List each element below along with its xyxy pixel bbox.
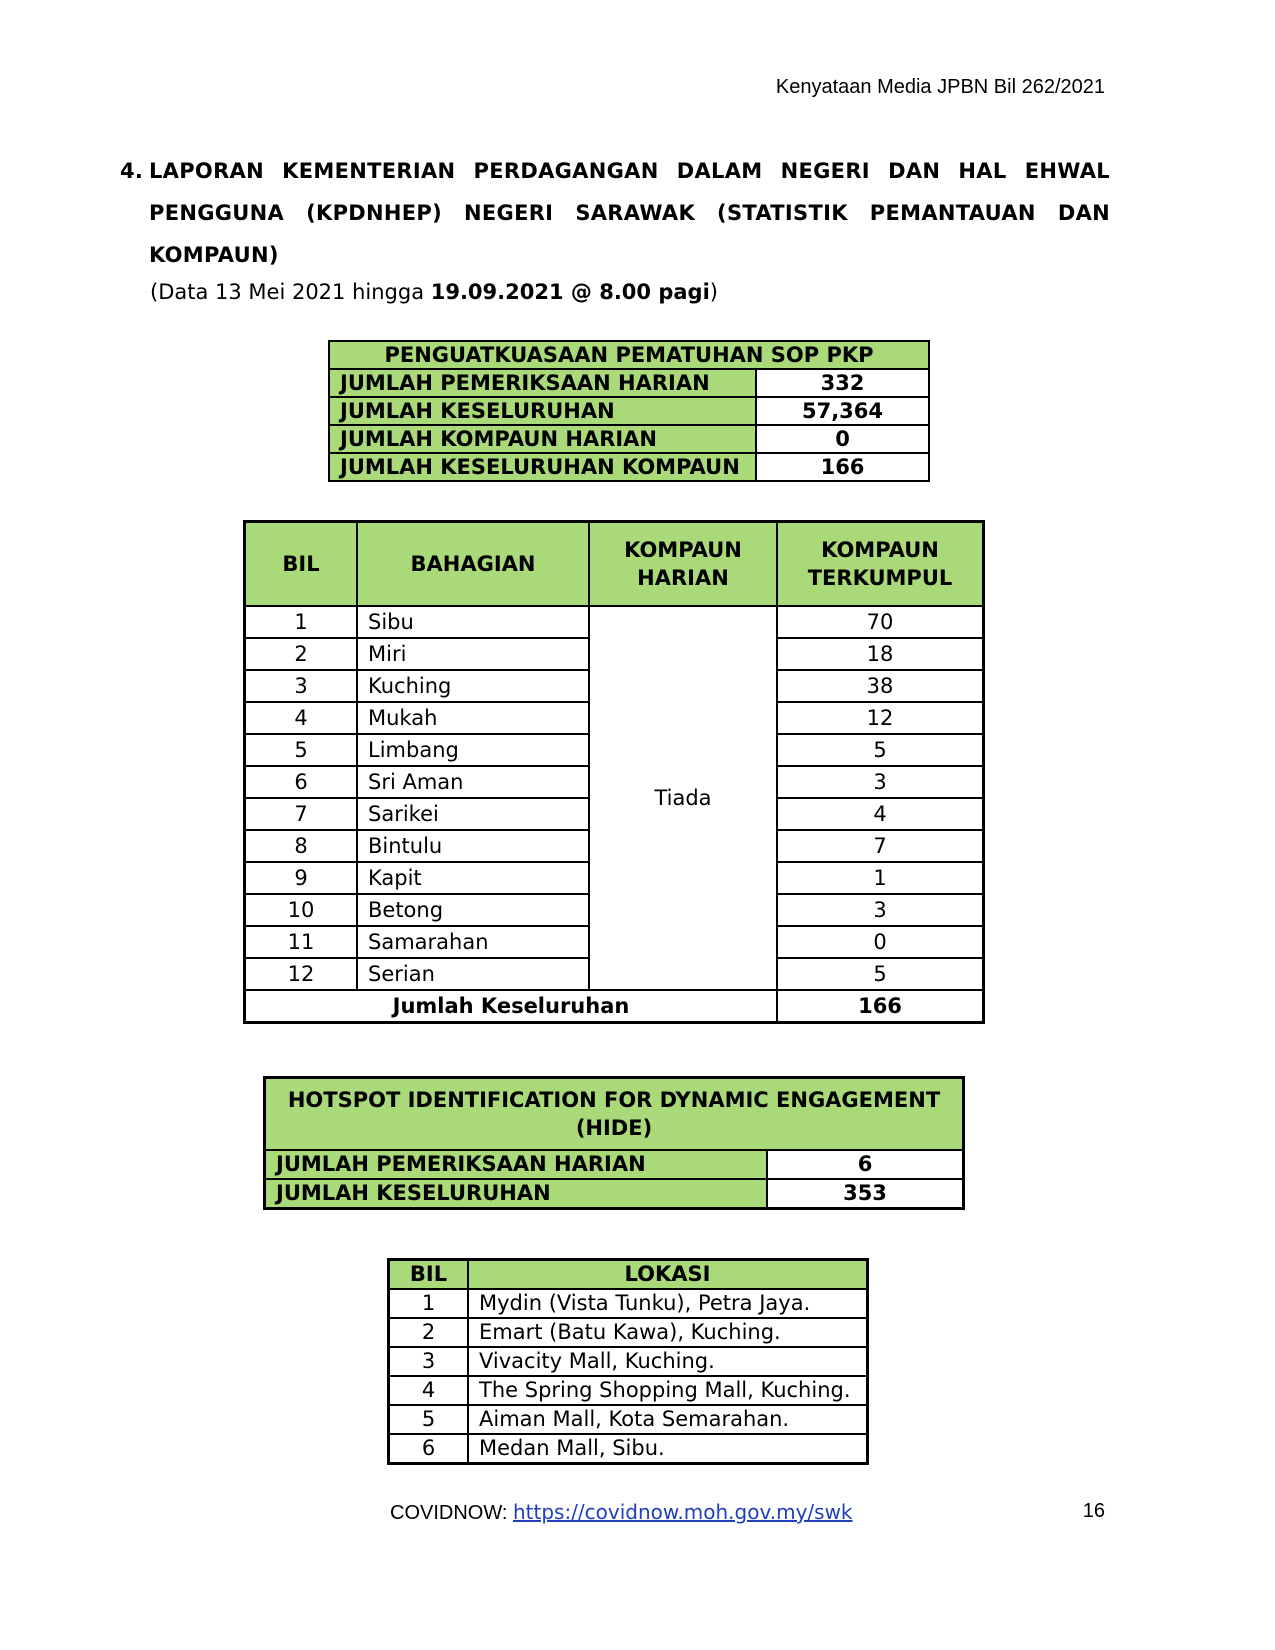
cell-lokasi: Mydin (Vista Tunku), Petra Jaya.	[468, 1289, 868, 1318]
cell-kompaun-terkumpul: 7	[777, 830, 984, 862]
cell-bahagian: Mukah	[357, 702, 589, 734]
data-range-date: 19.09.2021 @ 8.00 pagi	[430, 280, 710, 304]
data-range-close: )	[709, 280, 718, 304]
cell-kompaun-terkumpul: 3	[777, 766, 984, 798]
hotspot-location-table	[387, 1258, 869, 1465]
cell-bil: 10	[245, 894, 358, 926]
data-range-open: (Data 13 Mei 2021 hingga	[150, 280, 431, 304]
cell-bahagian: Limbang	[357, 734, 589, 766]
row-value: 0	[756, 425, 929, 453]
row-value: 6	[767, 1150, 964, 1179]
table-row	[329, 425, 929, 453]
table-row	[389, 1347, 868, 1376]
hide-table	[263, 1076, 965, 1210]
cell-bil: 5	[245, 734, 358, 766]
row-value: 166	[756, 453, 929, 481]
total-row	[245, 990, 984, 1023]
cell-bil: 6	[245, 766, 358, 798]
cell-bahagian: Kapit	[357, 862, 589, 894]
sop-table-title: PENGUATKUASAAN PEMATUHAN SOP PKP	[329, 341, 929, 369]
cell-kompaun-terkumpul: 38	[777, 670, 984, 702]
cell-bahagian: Bintulu	[357, 830, 589, 862]
table-row	[245, 606, 984, 638]
cell-kompaun-terkumpul: 3	[777, 894, 984, 926]
row-label: JUMLAH KESELURUHAN	[329, 397, 756, 425]
table-row	[329, 369, 929, 397]
row-value: 332	[756, 369, 929, 397]
table-row	[329, 453, 929, 481]
cell-bil: 5	[389, 1405, 469, 1434]
row-label: JUMLAH KESELURUHAN KOMPAUN	[329, 453, 756, 481]
cell-bil: 4	[389, 1376, 469, 1405]
data-range	[150, 280, 718, 304]
cell-kompaun-harian: Tiada	[589, 606, 777, 990]
total-label: Jumlah Keseluruhan	[245, 990, 778, 1023]
table-row	[389, 1318, 868, 1347]
footer	[390, 1500, 853, 1525]
cell-kompaun-terkumpul: 18	[777, 638, 984, 670]
cell-bil: 6	[389, 1434, 469, 1464]
header-kompaun-harian: KOMPAUN HARIAN	[589, 522, 777, 607]
table-row	[389, 1405, 868, 1434]
cell-bil: 9	[245, 862, 358, 894]
cell-bil: 3	[245, 670, 358, 702]
hide-table-title: HOTSPOT IDENTIFICATION FOR DYNAMIC ENGAGEMENT (HIDE)	[265, 1078, 964, 1151]
row-label: JUMLAH PEMERIKSAAN HARIAN	[329, 369, 756, 397]
cell-bahagian: Miri	[357, 638, 589, 670]
header-lokasi: LOKASI	[468, 1260, 868, 1290]
row-label: JUMLAH KOMPAUN HARIAN	[329, 425, 756, 453]
cell-kompaun-terkumpul: 5	[777, 734, 984, 766]
row-label: JUMLAH PEMERIKSAAN HARIAN	[265, 1150, 768, 1179]
cell-bahagian: Samarahan	[357, 926, 589, 958]
header-bil: BIL	[245, 522, 358, 607]
cell-bahagian: Serian	[357, 958, 589, 990]
cell-bil: 1	[245, 606, 358, 638]
table-row	[389, 1376, 868, 1405]
row-value: 57,364	[756, 397, 929, 425]
cell-bil: 2	[389, 1318, 469, 1347]
section-number: 4.	[120, 159, 144, 183]
cell-kompaun-terkumpul: 0	[777, 926, 984, 958]
covidnow-link[interactable]: https://covidnow.moh.gov.my/swk	[512, 1500, 853, 1524]
footer-prefix: COVIDNOW:	[390, 1502, 513, 1524]
cell-bahagian: Kuching	[357, 670, 589, 702]
section-heading	[120, 150, 1110, 276]
cell-bil: 1	[389, 1289, 469, 1318]
cell-kompaun-terkumpul: 4	[777, 798, 984, 830]
table-row	[265, 1150, 964, 1179]
header-bil: BIL	[389, 1260, 469, 1290]
total-value: 166	[777, 990, 984, 1023]
cell-bil: 8	[245, 830, 358, 862]
sop-enforcement-table	[328, 340, 930, 482]
kompaun-by-division-table	[243, 520, 985, 1024]
cell-kompaun-terkumpul: 5	[777, 958, 984, 990]
cell-lokasi: Emart (Batu Kawa), Kuching.	[468, 1318, 868, 1347]
cell-bil: 12	[245, 958, 358, 990]
cell-bahagian: Betong	[357, 894, 589, 926]
cell-bahagian: Sibu	[357, 606, 589, 638]
table-row	[389, 1289, 868, 1318]
cell-lokasi: Vivacity Mall, Kuching.	[468, 1347, 868, 1376]
section-title: LAPORAN KEMENTERIAN PERDAGANGAN DALAM NEGERI DAN HAL EHWAL PENGGUNA (KPDNHEP) NEGERI SARAWAK (STATISTIK PEMANTAUAN DAN KOMPAUN)	[149, 159, 1110, 267]
page-header: Kenyataan Media JPBN Bil 262/2021	[775, 76, 1105, 98]
cell-bil: 11	[245, 926, 358, 958]
cell-kompaun-terkumpul: 1	[777, 862, 984, 894]
cell-bahagian: Sri Aman	[357, 766, 589, 798]
page-number: 16	[1082, 1500, 1105, 1522]
cell-kompaun-terkumpul: 70	[777, 606, 984, 638]
row-value: 353	[767, 1179, 964, 1209]
header-bahagian: BAHAGIAN	[357, 522, 589, 607]
cell-lokasi: Aiman Mall, Kota Semarahan.	[468, 1405, 868, 1434]
cell-kompaun-terkumpul: 12	[777, 702, 984, 734]
cell-bil: 3	[389, 1347, 469, 1376]
cell-bil: 7	[245, 798, 358, 830]
cell-bil: 4	[245, 702, 358, 734]
cell-bahagian: Sarikei	[357, 798, 589, 830]
cell-bil: 2	[245, 638, 358, 670]
cell-lokasi: The Spring Shopping Mall, Kuching.	[468, 1376, 868, 1405]
table-row	[265, 1179, 964, 1209]
cell-lokasi: Medan Mall, Sibu.	[468, 1434, 868, 1464]
row-label: JUMLAH KESELURUHAN	[265, 1179, 768, 1209]
header-kompaun-terkumpul: KOMPAUN TERKUMPUL	[777, 522, 984, 607]
table-row	[389, 1434, 868, 1464]
table-row	[329, 397, 929, 425]
